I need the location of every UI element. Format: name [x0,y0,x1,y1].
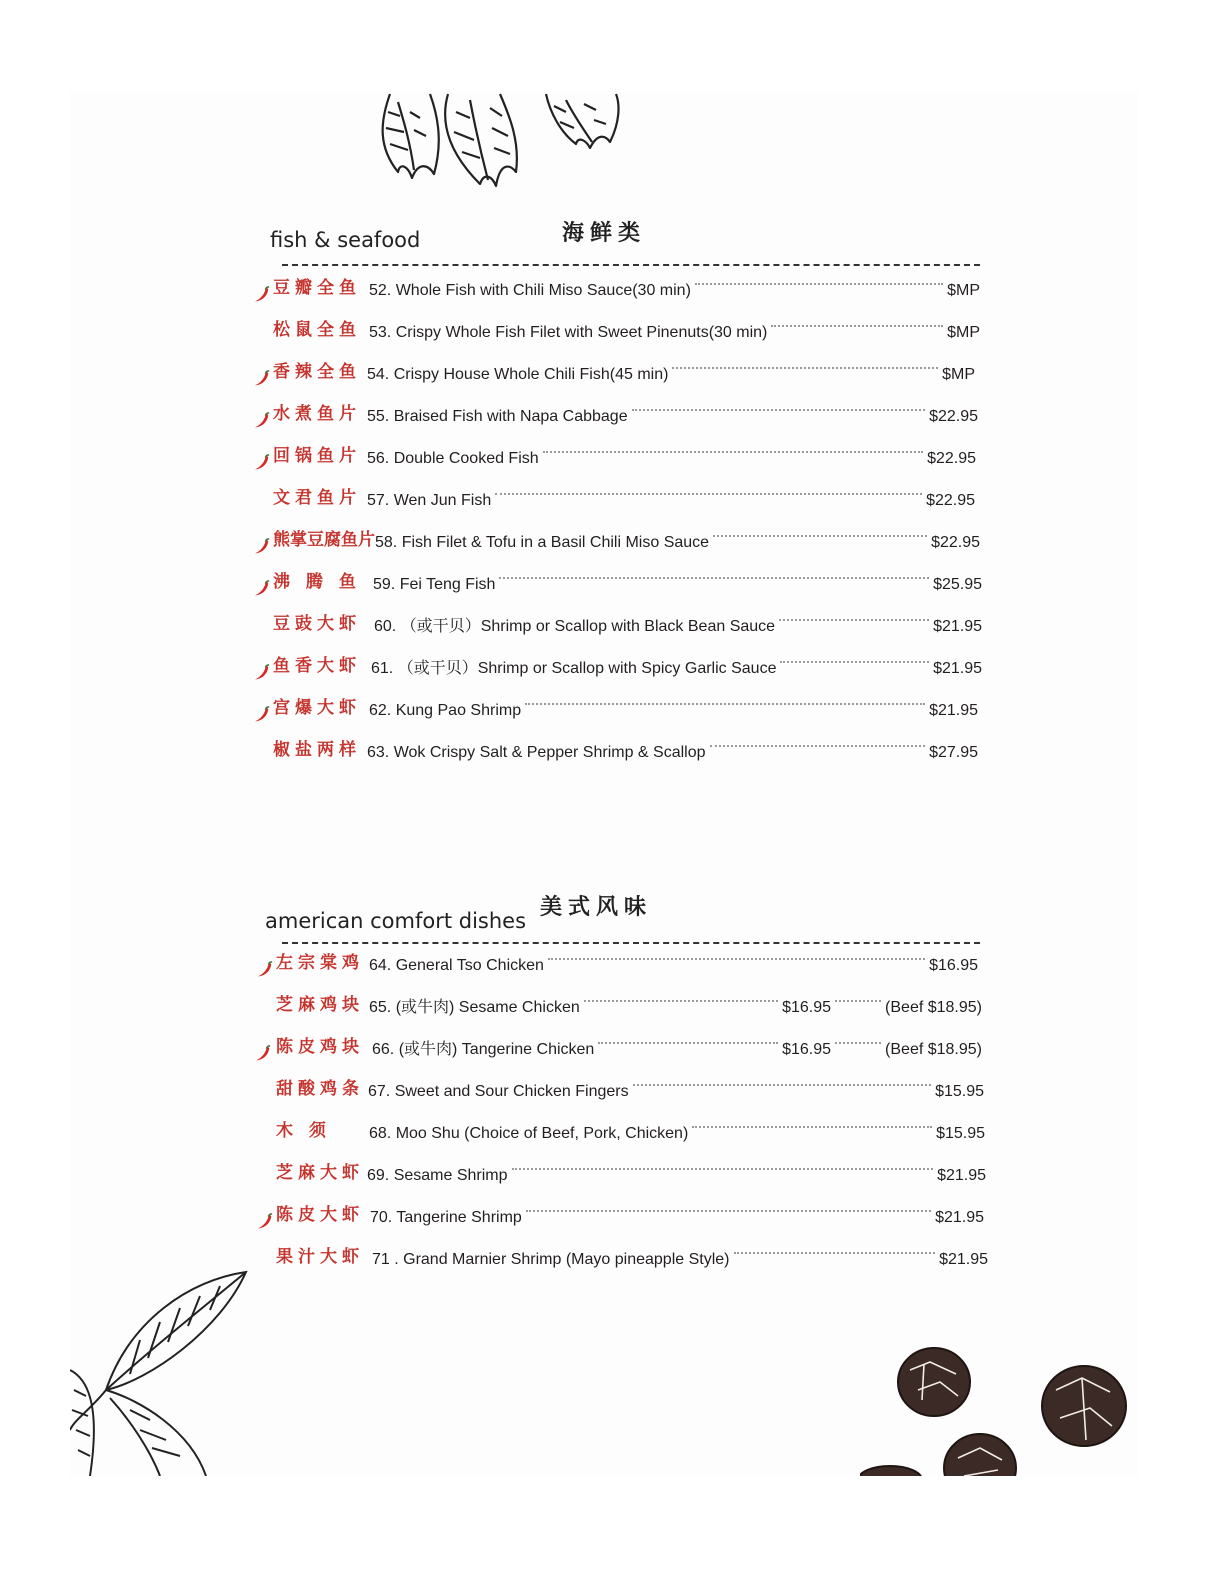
dish-alt-price: (Beef $18.95) [885,999,982,1016]
dish-price: $MP [947,324,980,341]
dish-chinese-name: 宫爆大虾 [273,698,361,718]
chili-pepper-icon [253,1038,271,1056]
dish-price: $25.95 [933,576,982,593]
dish-chinese-name: 椒盐两样 [273,740,361,760]
dish-chinese-name: 芝麻大虾 [276,1163,364,1183]
dish-chinese-name: 左宗棠鸡 [276,953,364,973]
dish-chinese-name: 水煮鱼片 [273,404,361,424]
dish-english-name: 55. Braised Fish with Napa Cabbage [367,408,628,425]
dish-english-name: 59. Fei Teng Fish [373,576,496,593]
menu-item-row [0,561,1224,603]
dot-leader [835,1016,881,1044]
dish-price: $16.95 [782,999,832,1016]
menu-item-row [0,729,1224,771]
chili-pepper-icon [252,573,270,591]
dish-line [367,729,978,774]
dish-chinese-name: 木 须 [276,1121,331,1141]
dish-chinese-name: 陈皮大虾 [276,1205,364,1225]
dish-english-name: 64. General Tso Chicken [369,957,544,974]
menu-item-row [0,267,1224,309]
dish-english-name: 57. Wen Jun Fish [367,492,492,509]
dish-english-name: 56. Double Cooked Fish [367,450,539,467]
section-header-fish-seafood [0,212,1224,262]
dot-leader [548,932,925,960]
dish-chinese-name: 芝麻鸡块 [276,995,364,1015]
dot-leader [499,551,929,579]
menu-item-row [0,309,1224,351]
dish-chinese-name: 甜酸鸡条 [276,1079,364,1099]
dot-leader [734,1226,936,1254]
dot-leader [543,425,923,453]
dish-english-name: 58. Fish Filet & Tofu in a Basil Chili Miso Sauce [375,534,710,551]
chili-pepper-icon [252,405,270,423]
dot-leader [512,1142,934,1170]
peppercorns-illustration [860,1340,1140,1476]
dot-leader [672,341,938,369]
section-title-zh: 海鲜类 [562,221,647,246]
dot-leader [526,1184,931,1212]
dish-english-name: 62. Kung Pao Shrimp [369,702,522,719]
dish-chinese-name: 果汁大虾 [276,1247,364,1267]
dish-price: $16.95 [782,1041,832,1058]
dish-price: $21.95 [939,1251,988,1268]
dish-chinese-name: 香辣全鱼 [273,362,361,382]
section-title-en: american comfort dishes [265,909,527,933]
dot-leader [632,383,925,411]
dish-english-name: 71 . Grand Marnier Shrimp (Mayo pineapple Style) [372,1251,730,1268]
menu-item-row [0,1068,1224,1110]
dish-price: $22.95 [926,492,975,509]
chili-pepper-icon [252,363,270,381]
dish-english-name: 68. Moo Shu (Choice of Beef, Pork, Chicken) [369,1125,689,1142]
dish-english-name: 69. Sesame Shrimp [367,1167,508,1184]
section-title-zh: 美式风味 [540,895,653,920]
dish-price: $21.95 [933,618,982,635]
dish-price: $27.95 [929,744,978,761]
dot-leader [692,1100,932,1128]
dot-leader [633,1058,931,1086]
menu-item-row [0,1194,1224,1236]
dish-chinese-name: 松鼠全鱼 [273,320,361,340]
dish-english-name: 70. Tangerine Shrimp [370,1209,522,1226]
dish-price: $15.95 [935,1083,984,1100]
dish-price: $16.95 [929,957,978,974]
dot-leader [713,509,927,537]
dish-english-name: 61. （或干贝）Shrimp or Scallop with Spicy Garlic Sauce [371,660,777,677]
chili-pepper-icon [252,531,270,549]
menu-item-row [0,477,1224,519]
dish-price: $MP [947,282,980,299]
chili-pepper-icon [252,279,270,297]
dish-price: $22.95 [929,408,978,425]
dish-alt-price: (Beef $18.95) [885,1041,982,1058]
dish-english-name: 53. Crispy Whole Fish Filet with Sweet Pinenuts(30 min) [369,324,768,341]
dish-chinese-name: 回锅鱼片 [273,446,361,466]
dish-price: $21.95 [937,1167,986,1184]
dot-leader [695,257,943,285]
dot-leader [780,635,929,663]
menu-item-row [0,1026,1224,1068]
chili-pepper-icon [252,657,270,675]
menu-item-row [0,687,1224,729]
dish-price: $21.95 [929,702,978,719]
dish-chinese-name: 沸 腾 鱼 [273,572,361,592]
dish-chinese-name: 熊掌豆腐鱼片 [273,530,375,550]
dish-english-name: 54. Crispy House Whole Chili Fish(45 min) [367,366,669,383]
menu-item-row [0,351,1224,393]
dot-leader [584,974,778,1002]
dish-chinese-name: 豆瓣全鱼 [273,278,361,298]
dish-chinese-name: 文君鱼片 [273,488,361,508]
dish-english-name: 65. (或牛肉) Sesame Chicken [369,999,580,1016]
chili-pepper-icon [255,1206,273,1224]
dish-price: $21.95 [935,1209,984,1226]
menu-item-row [0,603,1224,645]
chili-pepper-icon [255,954,273,972]
dish-english-name: 63. Wok Crispy Salt & Pepper Shrimp & Scallop [367,744,706,761]
dish-english-name: 67. Sweet and Sour Chicken Fingers [368,1083,629,1100]
leaf-sprig-illustration [70,1270,250,1476]
chili-pepper-icon [252,447,270,465]
dish-english-name: 60. （或干贝）Shrimp or Scallop with Black Bean Sauce [374,618,776,635]
dish-price: $MP [942,366,975,383]
dot-leader [598,1016,778,1044]
dish-price: $22.95 [931,534,980,551]
dish-price: $22.95 [927,450,976,467]
dish-chinese-name: 鱼香大虾 [273,656,361,676]
dish-chinese-name: 豆豉大虾 [273,614,361,634]
dish-line [372,1236,988,1281]
dot-leader [710,719,926,747]
dish-chinese-name: 陈皮鸡块 [276,1037,364,1057]
dot-leader [835,974,881,1002]
section-title-en: fish & seafood [270,228,421,252]
dot-leader [771,299,943,327]
cilantro-leaves-illustration [370,92,630,192]
dish-price: $21.95 [933,660,982,677]
dot-leader [525,677,925,705]
dish-english-name: 52. Whole Fish with Chili Miso Sauce(30 min) [369,282,691,299]
dish-price: $15.95 [936,1125,985,1142]
dot-leader [495,467,922,495]
chili-pepper-icon [252,699,270,717]
dish-english-name: 66. (或牛肉) Tangerine Chicken [372,1041,595,1058]
section-header-american-comfort [0,888,1224,938]
dot-leader [779,593,929,621]
